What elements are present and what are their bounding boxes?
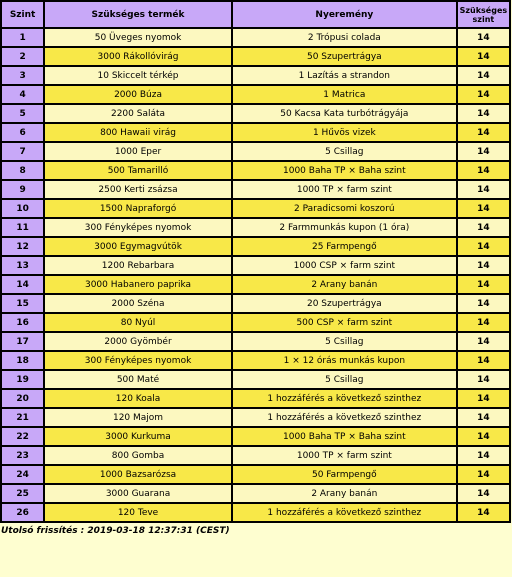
reward-cell: 1 Hűvös vizek (232, 123, 457, 142)
required-level-cell: 14 (457, 85, 510, 104)
table-row (1, 332, 510, 351)
reward-cell: 1 hozzáférés a következő szinthez (232, 408, 457, 427)
reward-cell: 1 × 12 órás munkás kupon (232, 351, 457, 370)
table-row (1, 123, 510, 142)
table-row (1, 85, 510, 104)
table-row (1, 199, 510, 218)
product-cell: 80 Nyúl (44, 313, 232, 332)
reward-cell: 1 hozzáférés a következő szinthez (232, 389, 457, 408)
table-row (1, 408, 510, 427)
table-row (1, 256, 510, 275)
product-cell: 1000 Bazsarózsa (44, 465, 232, 484)
level-cell: 26 (1, 503, 44, 522)
header-product: Szükséges termék (44, 1, 232, 28)
product-cell: 2000 Gyömbér (44, 332, 232, 351)
table-row (1, 104, 510, 123)
required-level-cell: 14 (457, 332, 510, 351)
table-row (1, 503, 510, 522)
table-row (1, 275, 510, 294)
table-row (1, 465, 510, 484)
level-cell: 3 (1, 66, 44, 85)
product-cell: 3000 Habanero paprika (44, 275, 232, 294)
required-level-cell: 14 (457, 161, 510, 180)
required-level-cell: 14 (457, 408, 510, 427)
product-cell: 2000 Széna (44, 294, 232, 313)
header-row (1, 1, 510, 28)
table-row (1, 66, 510, 85)
required-level-cell: 14 (457, 199, 510, 218)
level-cell: 6 (1, 123, 44, 142)
table-row (1, 28, 510, 47)
required-level-cell: 14 (457, 66, 510, 85)
required-level-cell: 14 (457, 47, 510, 66)
product-cell: 500 Tamarilló (44, 161, 232, 180)
level-cell: 17 (1, 332, 44, 351)
level-cell: 9 (1, 180, 44, 199)
table-row (1, 484, 510, 503)
product-cell: 50 Üveges nyomok (44, 28, 232, 47)
level-cell: 1 (1, 28, 44, 47)
required-level-cell: 14 (457, 351, 510, 370)
required-level-cell: 14 (457, 104, 510, 123)
level-cell: 8 (1, 161, 44, 180)
required-level-cell: 14 (457, 218, 510, 237)
level-cell: 12 (1, 237, 44, 256)
table-row (1, 427, 510, 446)
required-level-cell: 14 (457, 142, 510, 161)
level-cell: 11 (1, 218, 44, 237)
product-cell: 120 Majom (44, 408, 232, 427)
product-cell: 500 Maté (44, 370, 232, 389)
product-cell: 3000 Egymagvútök (44, 237, 232, 256)
level-cell: 2 (1, 47, 44, 66)
reward-cell: 1 Lazítás a strandon (232, 66, 457, 85)
level-cell: 15 (1, 294, 44, 313)
level-cell: 19 (1, 370, 44, 389)
table-row (1, 389, 510, 408)
table-row (1, 294, 510, 313)
product-cell: 120 Koala (44, 389, 232, 408)
reward-cell: 1000 TP × farm szint (232, 446, 457, 465)
table-row (1, 142, 510, 161)
table-row (1, 180, 510, 199)
header-level: Szint (1, 1, 44, 28)
product-cell: 120 Teve (44, 503, 232, 522)
level-cell: 23 (1, 446, 44, 465)
level-cell: 14 (1, 275, 44, 294)
reward-cell: 5 Csillag (232, 332, 457, 351)
product-cell: 2200 Saláta (44, 104, 232, 123)
product-cell: 1500 Napraforgó (44, 199, 232, 218)
product-cell: 10 Skiccelt térkép (44, 66, 232, 85)
product-cell: 3000 Rákollóvirág (44, 47, 232, 66)
reward-cell: 2 Trópusi colada (232, 28, 457, 47)
reward-cell: 1000 Baha TP × Baha szint (232, 161, 457, 180)
level-cell: 7 (1, 142, 44, 161)
level-cell: 21 (1, 408, 44, 427)
table-row (1, 446, 510, 465)
header-reward: Nyeremény (232, 1, 457, 28)
product-cell: 1200 Rebarbara (44, 256, 232, 275)
product-cell: 2500 Kerti zsázsa (44, 180, 232, 199)
level-cell: 25 (1, 484, 44, 503)
product-cell: 300 Fényképes nyomok (44, 351, 232, 370)
required-level-cell: 14 (457, 370, 510, 389)
required-level-cell: 14 (457, 484, 510, 503)
product-cell: 2000 Búza (44, 85, 232, 104)
reward-cell: 1 hozzáférés a következő szinthez (232, 503, 457, 522)
reward-cell: 1000 CSP × farm szint (232, 256, 457, 275)
table-row (1, 313, 510, 332)
reward-cell: 50 Kacsa Kata turbótrágyája (232, 104, 457, 123)
table-row (1, 351, 510, 370)
level-cell: 4 (1, 85, 44, 104)
required-level-cell: 14 (457, 313, 510, 332)
required-level-cell: 14 (457, 256, 510, 275)
product-cell: 800 Gomba (44, 446, 232, 465)
level-cell: 13 (1, 256, 44, 275)
required-level-cell: 14 (457, 427, 510, 446)
product-cell: 3000 Kurkuma (44, 427, 232, 446)
table-row (1, 161, 510, 180)
table-row (1, 47, 510, 66)
required-level-cell: 14 (457, 294, 510, 313)
level-cell: 18 (1, 351, 44, 370)
level-cell: 22 (1, 427, 44, 446)
required-level-cell: 14 (457, 28, 510, 47)
product-cell: 3000 Guarana (44, 484, 232, 503)
reward-cell: 50 Szupertrágya (232, 47, 457, 66)
reward-cell: 2 Arany banán (232, 484, 457, 503)
reward-cell: 1000 Baha TP × Baha szint (232, 427, 457, 446)
last-updated: Utolsó frissítés : 2019-03-18 12:37:31 (CEST) (1, 526, 230, 536)
reward-cell: 1 Matrica (232, 85, 457, 104)
level-cell: 10 (1, 199, 44, 218)
reward-cell: 1000 TP × farm szint (232, 180, 457, 199)
table-row (1, 237, 510, 256)
reward-cell: 500 CSP × farm szint (232, 313, 457, 332)
reward-cell: 2 Arany banán (232, 275, 457, 294)
product-cell: 300 Fényképes nyomok (44, 218, 232, 237)
table-row (1, 218, 510, 237)
level-cell: 16 (1, 313, 44, 332)
required-level-cell: 14 (457, 237, 510, 256)
required-level-cell: 14 (457, 275, 510, 294)
required-level-cell: 14 (457, 465, 510, 484)
required-level-cell: 14 (457, 123, 510, 142)
level-cell: 20 (1, 389, 44, 408)
reward-cell: 5 Csillag (232, 370, 457, 389)
reward-cell: 25 Farmpengő (232, 237, 457, 256)
product-cell: 800 Hawaii virág (44, 123, 232, 142)
required-level-cell: 14 (457, 446, 510, 465)
reward-cell: 2 Paradicsomi koszorú (232, 199, 457, 218)
level-cell: 5 (1, 104, 44, 123)
product-cell: 1000 Eper (44, 142, 232, 161)
reward-cell: 5 Csillag (232, 142, 457, 161)
required-level-cell: 14 (457, 180, 510, 199)
level-cell: 24 (1, 465, 44, 484)
required-level-cell: 14 (457, 389, 510, 408)
table-row (1, 370, 510, 389)
reward-cell: 20 Szupertrágya (232, 294, 457, 313)
header-required-level: Szükséges szint (457, 1, 510, 28)
required-level-cell: 14 (457, 503, 510, 522)
reward-cell: 50 Farmpengő (232, 465, 457, 484)
reward-cell: 2 Farmmunkás kupon (1 óra) (232, 218, 457, 237)
